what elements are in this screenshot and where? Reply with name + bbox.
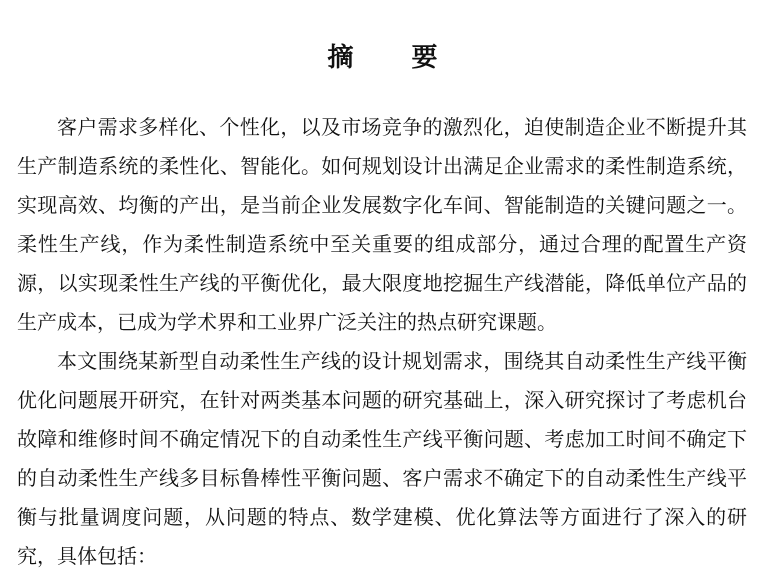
abstract-body <box>17 108 747 576</box>
page-title: 摘 要 <box>327 43 454 73</box>
abstract-paragraph-2: 本文围绕某新型自动柔性生产线的设计规划需求，围绕其自动柔性生产线平衡优化问题展开研究，在针对两类基本问题的研究基础上，深入研究探讨了考虑机台故障和维修时间不确定情况下的自动柔性生产线平衡问题、考虑加工时间不确定下的自动柔性生产线多目标鲁棒性平衡问题、客户需求不确定下的自动柔性生产线平衡与批量调度问题，从问题的特点、数学建模、优化算法等方面进行了深入的研究，具体包括： <box>17 349 747 568</box>
abstract-paragraph-1: 客户需求多样化、个性化，以及市场竞争的激烈化，迫使制造企业不断提升其生产制造系统的柔性化、智能化。如何规划设计出满足企业需求的柔性制造系统，实现高效、均衡的产出，是当前企业发展数字化车间、智能制造的关键问题之一。柔性生产线，作为柔性制造系统中至关重要的组成部分，通过合理的配置生产资源，以实现柔性生产线的平衡优化，最大限度地挖掘生产线潜能，降低单位产品的生产成本，已成为学术界和工业界广泛关注的热点研究课题。 <box>17 115 747 334</box>
